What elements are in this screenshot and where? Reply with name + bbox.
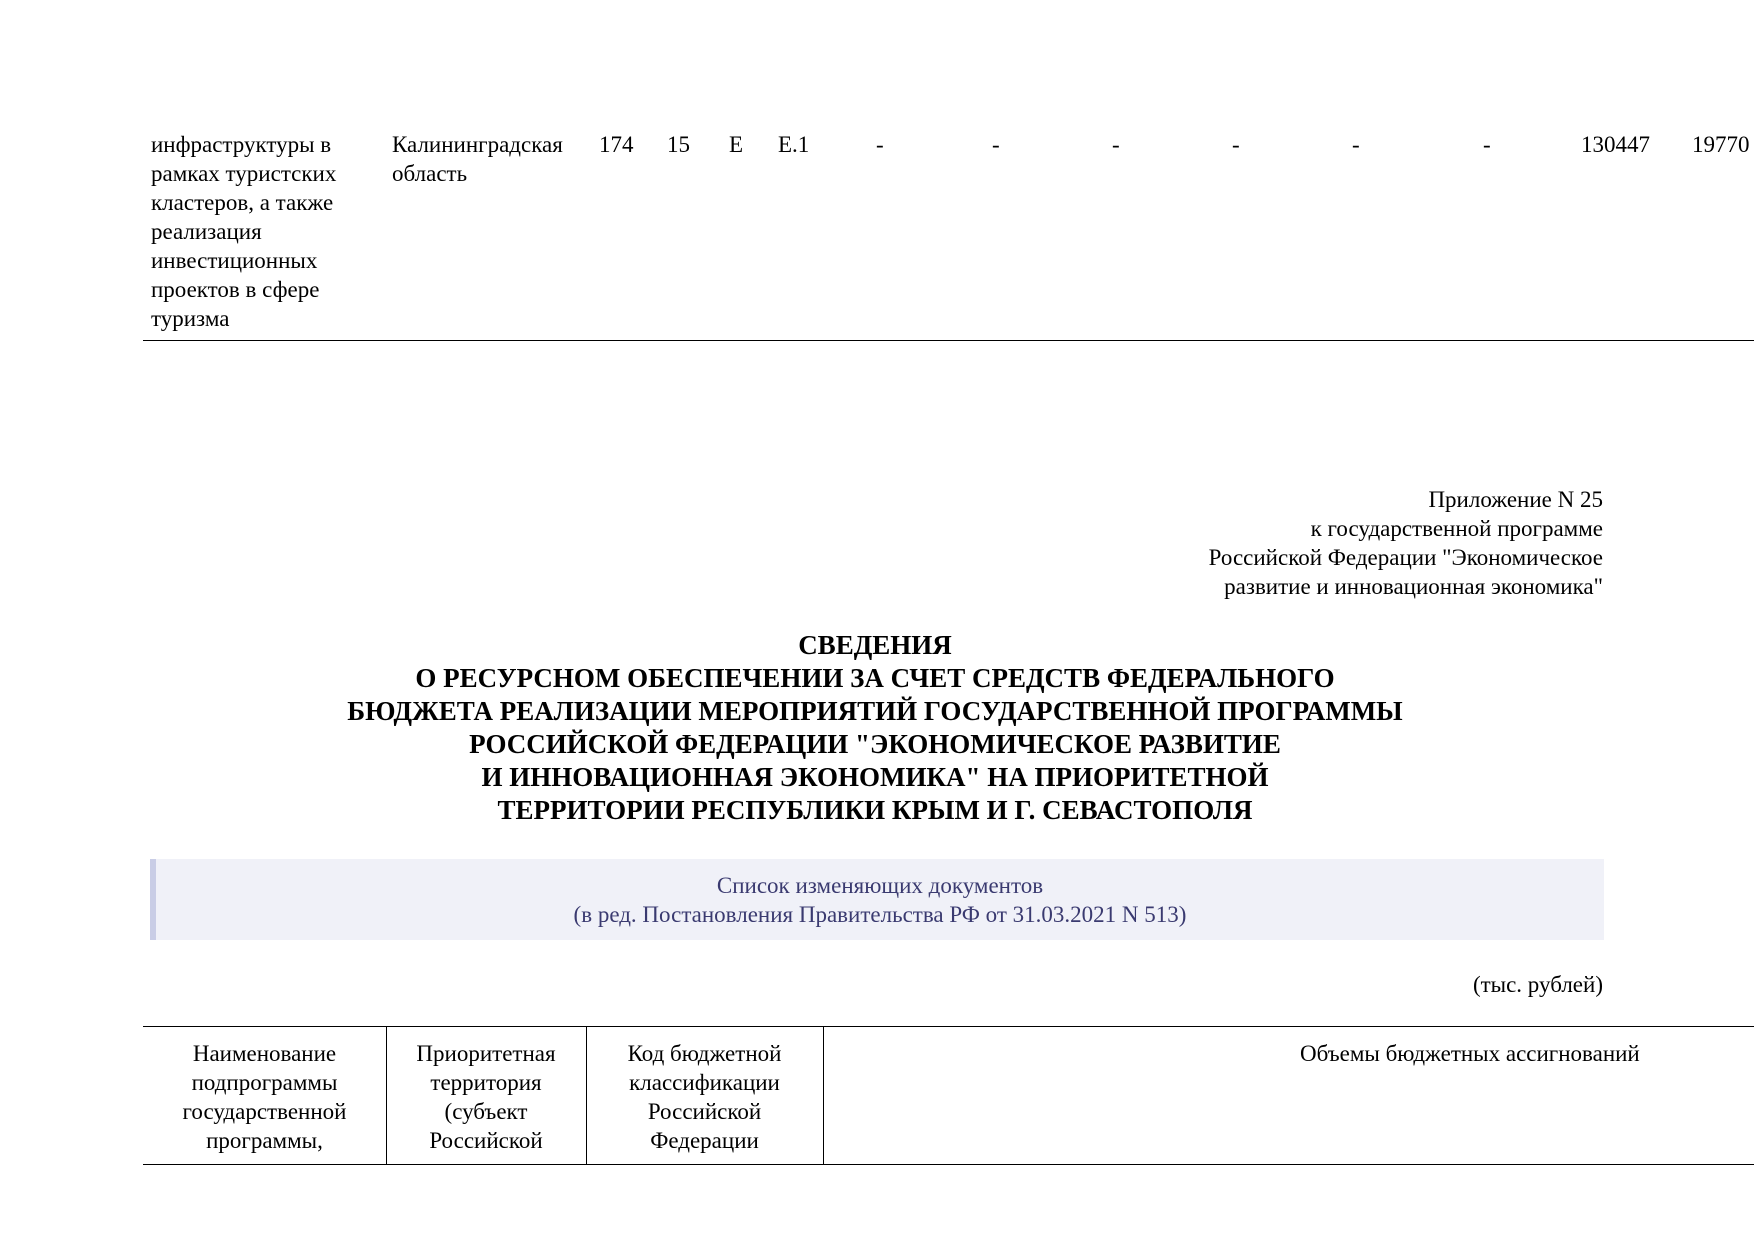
header-line: Код бюджетной <box>627 1041 782 1066</box>
header-line: Наименование <box>192 1041 337 1066</box>
appendix-line: развитие и инновационная экономика" <box>1224 574 1603 599</box>
header-line: (субъект <box>444 1099 528 1124</box>
row-value: 19770 <box>1692 132 1750 157</box>
row-code-om: E.1 <box>778 132 810 157</box>
header-line: классификации <box>629 1070 780 1095</box>
title-line: РОССИЙСКОЙ ФЕДЕРАЦИИ "ЭКОНОМИЧЕСКОЕ РАЗВИТИЕ <box>469 729 1281 759</box>
row-name-line: рамках туристских <box>151 161 337 186</box>
change-documents-heading: Список изменяющих документов <box>716 873 1044 898</box>
header-line: программы, <box>206 1128 323 1153</box>
row-name-line: туризма <box>151 306 230 331</box>
header-line: Российской <box>429 1128 543 1153</box>
row-name-line: реализация <box>151 219 262 244</box>
row-code-gr: 174 <box>599 132 634 157</box>
row-name-line: кластеров, а также <box>151 190 334 215</box>
row-name-cell <box>151 130 336 333</box>
change-documents-link[interactable]: (в ред. Постановления Правительства РФ от 31.03.2021 N 513) <box>573 902 1187 927</box>
header-cell-budget-code <box>586 1039 823 1155</box>
table-header-top-border <box>143 1026 1754 1027</box>
row-dash: - <box>876 132 884 157</box>
title-line: ТЕРРИТОРИИ РЕСПУБЛИКИ КРЫМ И Г. СЕВАСТОПОЛЯ <box>497 795 1253 825</box>
row-dash: - <box>1112 132 1120 157</box>
header-line: Российской <box>647 1099 762 1124</box>
row-code-gp: 15 <box>667 132 690 157</box>
row-dash: - <box>1352 132 1360 157</box>
row-name-line: инфраструктуры в <box>151 132 332 157</box>
row-territory-cell <box>392 130 563 188</box>
appendix-line: Приложение N 25 <box>1428 487 1603 512</box>
header-cell-allocations: Объемы бюджетных ассигнований <box>1300 1041 1640 1066</box>
row-bottom-border <box>143 340 1754 341</box>
title-line: БЮДЖЕТА РЕАЛИЗАЦИИ МЕРОПРИЯТИЙ ГОСУДАРСТВЕННОЙ ПРОГРАММЫ <box>347 696 1403 726</box>
document-title <box>150 629 1600 827</box>
appendix-block <box>1209 485 1603 601</box>
change-documents-box <box>150 859 1604 940</box>
row-name-line: инвестиционных <box>151 248 318 273</box>
row-name-line: проектов в сфере <box>151 277 320 302</box>
row-dash: - <box>992 132 1000 157</box>
row-territory-line: область <box>392 161 468 186</box>
row-code-pgp: E <box>729 132 744 157</box>
title-line: О РЕСУРСНОМ ОБЕСПЕЧЕНИИ ЗА СЧЕТ СРЕДСТВ ФЕДЕРАЛЬНОГО <box>415 663 1335 693</box>
appendix-line: к государственной программе <box>1310 516 1603 541</box>
title-line: СВЕДЕНИЯ <box>798 630 952 660</box>
units-label: (тыс. рублей) <box>1472 972 1603 997</box>
header-cell-subprogram <box>143 1039 386 1155</box>
header-line: Федерации <box>650 1128 759 1153</box>
row-dash: - <box>1232 132 1240 157</box>
table-column-divider <box>823 1026 824 1165</box>
header-line: подпрограммы <box>191 1070 338 1095</box>
row-dash: - <box>1483 132 1491 157</box>
title-line: И ИННОВАЦИОННАЯ ЭКОНОМИКА" НА ПРИОРИТЕТНОЙ <box>481 762 1269 792</box>
header-line: Приоритетная <box>416 1041 556 1066</box>
table-header-bottom-border <box>143 1164 1754 1165</box>
row-territory-line: Калининградская <box>392 132 563 157</box>
header-cell-territory <box>386 1039 586 1155</box>
header-line: государственной <box>182 1099 347 1124</box>
appendix-line: Российской Федерации "Экономическое <box>1208 545 1603 570</box>
row-value: 130447 <box>1581 132 1650 157</box>
header-line: территория <box>430 1070 542 1095</box>
